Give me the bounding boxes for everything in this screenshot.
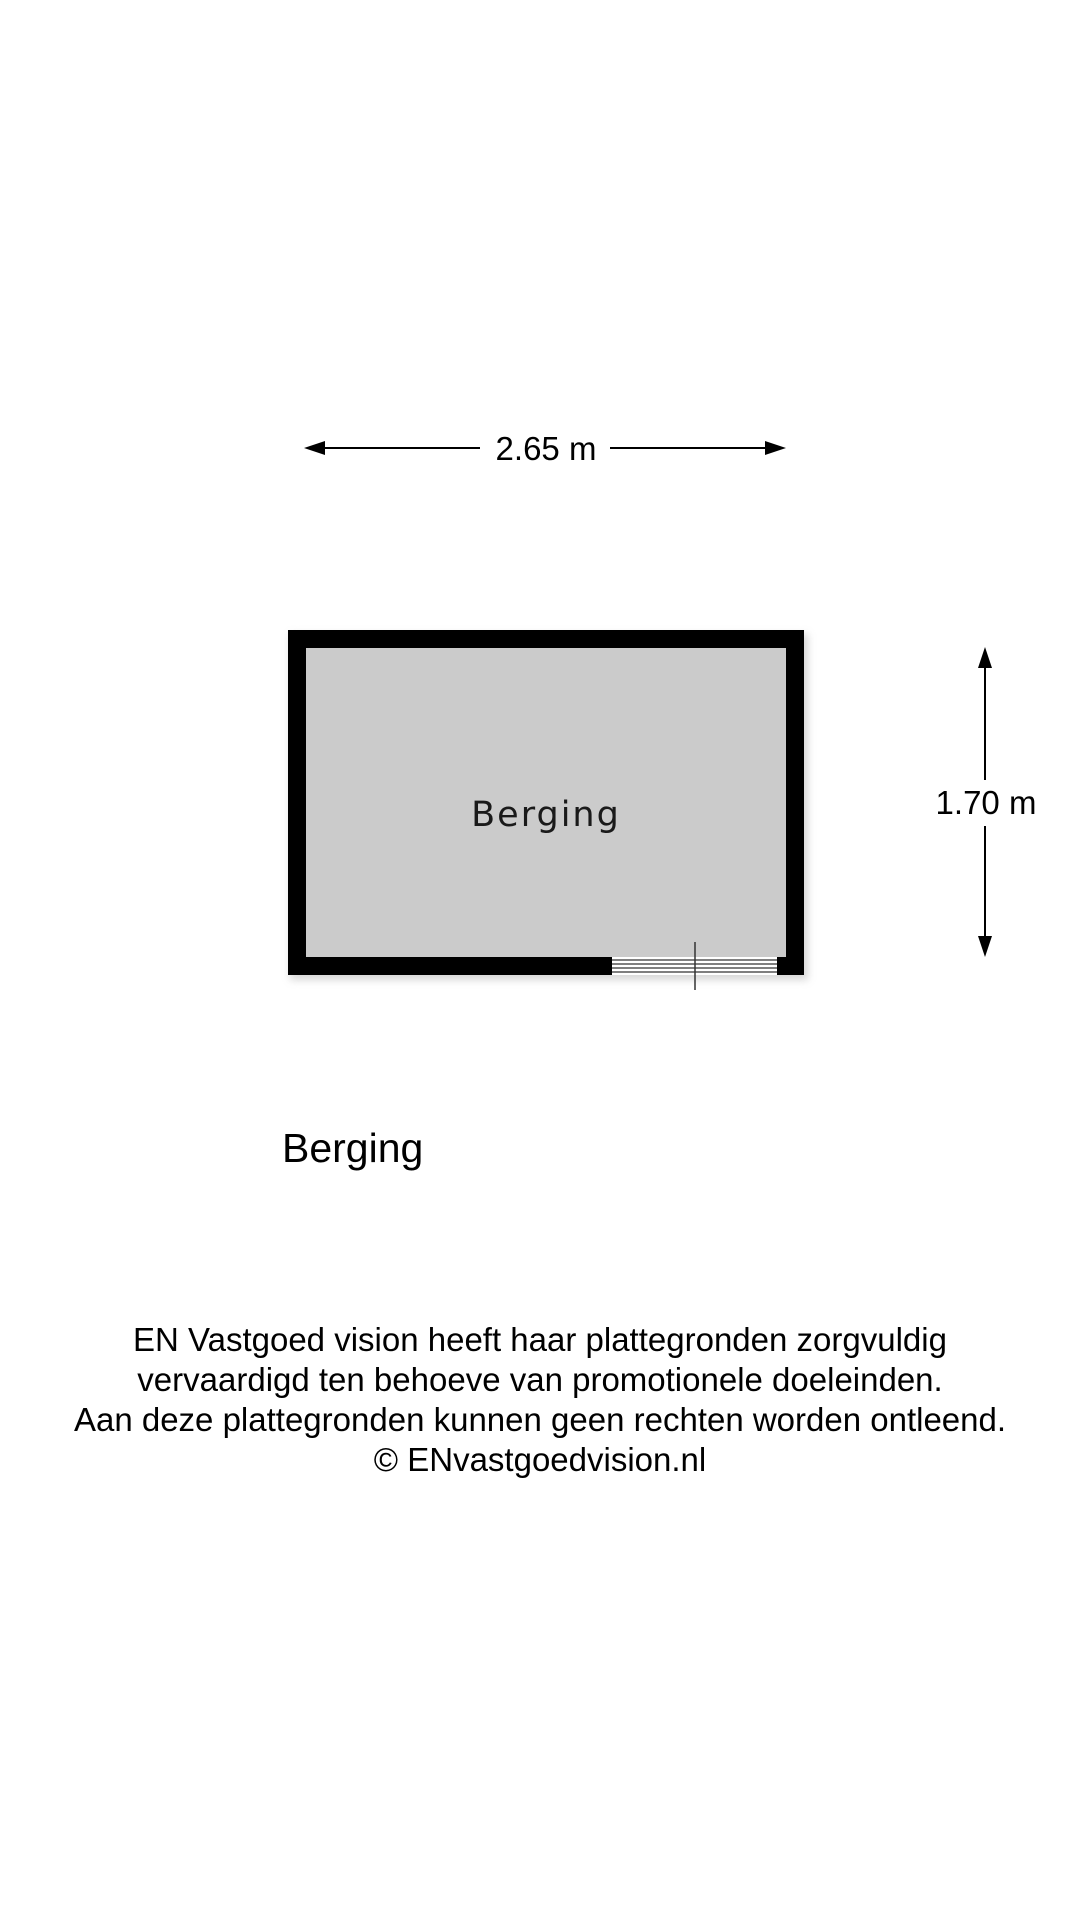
plan-title: Berging xyxy=(282,1125,424,1171)
width-arrow-right-icon xyxy=(765,441,786,455)
disclaimer-line-2: vervaardigd ten behoeve van promotionele doeleinden. xyxy=(137,1361,943,1398)
width-arrow-left-icon xyxy=(304,441,325,455)
disclaimer xyxy=(0,1320,1080,1480)
disclaimer-copyright: © ENvastgoedvision.nl xyxy=(373,1441,707,1478)
room-label: Berging xyxy=(471,795,621,835)
height-dimension xyxy=(936,647,1037,957)
height-arrow-up-icon xyxy=(978,647,992,668)
width-dimension-label: 2.65 m xyxy=(495,430,597,467)
disclaimer-line-3: Aan deze plattegronden kunnen geen rechten worden ontleend. xyxy=(73,1401,1007,1438)
height-dimension-label: 1.70 m xyxy=(935,784,1037,821)
height-arrow-down-icon xyxy=(978,936,992,957)
room-berging xyxy=(288,630,808,990)
disclaimer-line-1: EN Vastgoed vision heeft haar plattegronden zorgvuldig xyxy=(133,1321,947,1358)
width-dimension xyxy=(304,430,786,467)
